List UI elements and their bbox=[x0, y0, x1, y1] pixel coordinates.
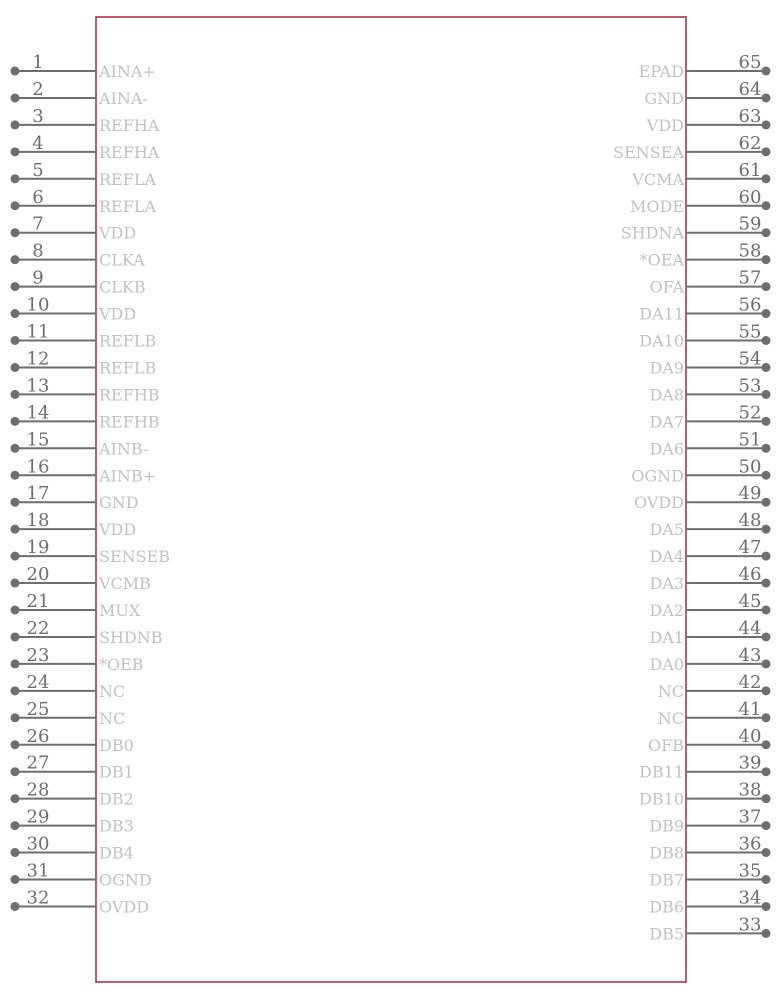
pin-number: 58 bbox=[738, 240, 762, 262]
pin-46 bbox=[649, 564, 770, 593]
pin-name-label: CLKA bbox=[99, 250, 145, 270]
pin-number: 9 bbox=[32, 267, 44, 289]
pin-number: 41 bbox=[738, 698, 762, 720]
pin-48 bbox=[649, 510, 770, 539]
pin-name-label: AINB- bbox=[99, 439, 149, 459]
pin-number: 40 bbox=[738, 725, 762, 747]
pin-number: 61 bbox=[738, 159, 762, 181]
pin-number: 63 bbox=[738, 105, 762, 127]
pin-terminal-dot bbox=[762, 147, 771, 156]
pin-18 bbox=[11, 510, 137, 539]
pin-37 bbox=[649, 807, 770, 836]
pin-number: 37 bbox=[738, 806, 762, 828]
pin-number: 7 bbox=[32, 213, 44, 235]
pin-terminal-dot bbox=[11, 498, 20, 507]
pin-47 bbox=[649, 537, 770, 566]
pin-name-label: DB5 bbox=[649, 924, 684, 944]
pin-name-label: REFLA bbox=[99, 196, 157, 216]
pin-terminal-dot bbox=[762, 606, 771, 615]
pin-number: 30 bbox=[26, 833, 50, 855]
pin-number: 23 bbox=[26, 644, 50, 666]
pin-number: 42 bbox=[738, 671, 762, 693]
pin-terminal-dot bbox=[11, 902, 20, 911]
pin-49 bbox=[634, 483, 771, 512]
pin-name-label: MUX bbox=[99, 601, 141, 620]
pin-name-label: DA2 bbox=[649, 601, 684, 620]
pin-4 bbox=[11, 133, 160, 162]
pin-number: 6 bbox=[32, 186, 44, 208]
pin-name-label: NC bbox=[99, 681, 126, 701]
pin-name-label: GND bbox=[644, 88, 684, 108]
pin-41 bbox=[658, 699, 771, 728]
pin-10 bbox=[11, 295, 137, 324]
pin-62 bbox=[613, 133, 770, 162]
pin-terminal-dot bbox=[11, 821, 20, 830]
pin-terminal-dot bbox=[11, 552, 20, 561]
pin-64 bbox=[644, 79, 770, 108]
left-pin-group bbox=[11, 52, 171, 916]
pin-terminal-dot bbox=[762, 282, 771, 291]
pin-number: 18 bbox=[26, 510, 50, 532]
pin-name-label: DB3 bbox=[99, 816, 134, 836]
pin-name-label: AINB+ bbox=[99, 466, 157, 486]
pin-8 bbox=[11, 241, 146, 270]
pin-number: 32 bbox=[26, 887, 50, 909]
pin-terminal-dot bbox=[762, 875, 771, 884]
pin-terminal-dot bbox=[762, 686, 771, 695]
pin-24 bbox=[11, 672, 126, 701]
pin-name-label: *OEA bbox=[639, 250, 684, 270]
pin-number: 20 bbox=[26, 564, 50, 586]
pin-name-label: NC bbox=[657, 681, 684, 701]
pin-name-label: REFHB bbox=[99, 385, 160, 405]
pin-number: 65 bbox=[738, 52, 762, 73]
pin-53 bbox=[649, 375, 770, 404]
pin-terminal-dot bbox=[11, 471, 20, 480]
pin-33 bbox=[649, 914, 770, 943]
pin-name-label: DB7 bbox=[649, 870, 684, 890]
pin-19 bbox=[11, 537, 171, 566]
pin-terminal-dot bbox=[11, 390, 20, 399]
pin-name-label: DA11 bbox=[639, 304, 684, 324]
pin-60 bbox=[630, 187, 771, 216]
pin-number: 2 bbox=[32, 78, 44, 100]
pin-63 bbox=[646, 106, 771, 135]
pin-terminal-dot bbox=[762, 902, 771, 911]
pin-terminal-dot bbox=[11, 686, 20, 695]
pin-5 bbox=[11, 160, 157, 189]
pin-terminal-dot bbox=[762, 390, 771, 399]
pin-29 bbox=[11, 807, 134, 836]
pin-name-label: DB8 bbox=[649, 843, 684, 863]
pin-terminal-dot bbox=[762, 336, 771, 345]
pin-number: 11 bbox=[26, 321, 50, 343]
pin-name-label: SHDNA bbox=[620, 223, 684, 243]
pin-number: 14 bbox=[26, 402, 50, 424]
pin-name-label: AINA- bbox=[99, 88, 148, 108]
pin-terminal-dot bbox=[11, 740, 20, 749]
pin-terminal-dot bbox=[762, 821, 771, 830]
pin-terminal-dot bbox=[11, 255, 20, 264]
pin-terminal-dot bbox=[11, 201, 20, 210]
pin-name-label: REFLB bbox=[99, 331, 157, 351]
pin-number: 46 bbox=[738, 564, 762, 586]
pin-number: 28 bbox=[26, 779, 50, 801]
pin-number: 26 bbox=[26, 725, 50, 747]
pin-number: 62 bbox=[738, 132, 762, 154]
pin-13 bbox=[11, 375, 160, 404]
pin-52 bbox=[649, 402, 770, 431]
pin-terminal-dot bbox=[11, 336, 20, 345]
pin-terminal-dot bbox=[11, 579, 20, 588]
pin-terminal-dot bbox=[762, 794, 771, 803]
pin-32 bbox=[11, 887, 150, 916]
pin-terminal-dot bbox=[762, 309, 771, 318]
pin-name-label: REFHA bbox=[99, 115, 160, 135]
pin-name-label: SENSEB bbox=[99, 547, 171, 567]
right-pin-group bbox=[613, 52, 770, 943]
pin-terminal-dot bbox=[11, 659, 20, 668]
pin-name-label: REFHA bbox=[99, 142, 160, 162]
pin-26 bbox=[11, 726, 134, 755]
pin-terminal-dot bbox=[762, 740, 771, 749]
pin-15 bbox=[11, 429, 149, 458]
pin-42 bbox=[658, 672, 771, 701]
pin-38 bbox=[639, 780, 770, 809]
pin-terminal-dot bbox=[11, 632, 20, 641]
pin-number: 39 bbox=[738, 752, 762, 774]
pin-name-label: VCMA bbox=[632, 169, 684, 189]
pin-number: 44 bbox=[738, 617, 762, 639]
pin-1 bbox=[11, 52, 156, 81]
pin-23 bbox=[11, 645, 144, 674]
pin-terminal-dot bbox=[762, 67, 771, 76]
pin-50 bbox=[631, 456, 770, 485]
pin-terminal-dot bbox=[11, 794, 20, 803]
pin-12 bbox=[11, 348, 157, 377]
pin-number: 1 bbox=[32, 52, 44, 73]
pin-43 bbox=[649, 645, 770, 674]
pin-16 bbox=[11, 456, 157, 485]
pin-name-label: GND bbox=[99, 493, 139, 513]
pin-name-label: NC bbox=[657, 708, 684, 728]
pin-number: 54 bbox=[738, 348, 762, 370]
pin-name-label: MODE bbox=[629, 196, 684, 216]
pin-51 bbox=[649, 429, 770, 458]
pin-terminal-dot bbox=[11, 309, 20, 318]
pin-number: 34 bbox=[738, 887, 762, 909]
pin-number: 5 bbox=[32, 159, 44, 181]
pin-terminal-dot bbox=[762, 767, 771, 776]
pin-name-label: DB2 bbox=[99, 789, 134, 809]
pin-40 bbox=[648, 726, 770, 755]
pin-number: 31 bbox=[26, 860, 50, 882]
pin-number: 38 bbox=[738, 779, 762, 801]
pin-terminal-dot bbox=[762, 93, 771, 102]
pin-terminal-dot bbox=[11, 875, 20, 884]
pin-terminal-dot bbox=[762, 579, 771, 588]
pin-name-label: VDD bbox=[646, 115, 684, 135]
pin-terminal-dot bbox=[762, 444, 771, 453]
pin-terminal-dot bbox=[762, 632, 771, 641]
pin-terminal-dot bbox=[762, 848, 771, 857]
pin-terminal-dot bbox=[11, 120, 20, 129]
pin-name-label: REFHB bbox=[99, 412, 160, 432]
ic-body-outline bbox=[96, 17, 686, 982]
pin-6 bbox=[11, 187, 157, 216]
pin-terminal-dot bbox=[762, 659, 771, 668]
pin-terminal-dot bbox=[762, 228, 771, 237]
pin-number: 15 bbox=[26, 429, 50, 451]
pin-name-label: DA0 bbox=[649, 654, 684, 674]
pin-number: 57 bbox=[738, 267, 762, 289]
pin-name-label: DA4 bbox=[649, 547, 684, 567]
pin-name-label: OVDD bbox=[633, 493, 684, 513]
pin-number: 8 bbox=[32, 240, 44, 262]
pin-45 bbox=[649, 591, 770, 620]
pin-terminal-dot bbox=[11, 93, 20, 102]
pin-number: 25 bbox=[26, 698, 50, 720]
pin-name-label: DA3 bbox=[649, 574, 684, 594]
pin-number: 45 bbox=[738, 591, 762, 612]
pin-terminal-dot bbox=[762, 471, 771, 480]
pin-name-label: SHDNB bbox=[99, 627, 163, 647]
pin-name-label: DB1 bbox=[99, 762, 134, 782]
pin-number: 36 bbox=[738, 833, 762, 855]
pin-name-label: DB11 bbox=[639, 762, 684, 782]
pin-31 bbox=[11, 861, 152, 890]
pin-number: 12 bbox=[26, 348, 50, 370]
pin-terminal-dot bbox=[11, 606, 20, 615]
pin-terminal-dot bbox=[762, 525, 771, 534]
pin-28 bbox=[11, 780, 134, 809]
pin-number: 29 bbox=[26, 806, 50, 828]
pin-terminal-dot bbox=[11, 147, 20, 156]
pin-number: 51 bbox=[738, 429, 762, 451]
pin-61 bbox=[631, 160, 770, 189]
pin-terminal-dot bbox=[11, 444, 20, 453]
pin-11 bbox=[11, 322, 157, 351]
pin-name-label: DA1 bbox=[649, 627, 684, 647]
pin-terminal-dot bbox=[762, 120, 771, 129]
pin-22 bbox=[11, 618, 163, 647]
pin-54 bbox=[649, 348, 770, 377]
pin-name-label: DB4 bbox=[99, 843, 134, 863]
pin-name-label: DA7 bbox=[649, 412, 684, 432]
pin-name-label: VCMB bbox=[99, 574, 151, 594]
pin-terminal-dot bbox=[762, 498, 771, 507]
pin-57 bbox=[650, 268, 771, 297]
pin-17 bbox=[11, 483, 139, 512]
pin-terminal-dot bbox=[762, 363, 771, 372]
pin-number: 16 bbox=[26, 456, 50, 478]
pin-number: 3 bbox=[32, 105, 44, 127]
pin-2 bbox=[11, 79, 148, 108]
pin-terminal-dot bbox=[762, 201, 771, 210]
pin-20 bbox=[11, 564, 151, 593]
pin-number: 47 bbox=[738, 537, 762, 559]
pin-34 bbox=[649, 887, 770, 916]
pin-number: 43 bbox=[738, 644, 762, 666]
pin-7 bbox=[11, 214, 137, 243]
pin-number: 52 bbox=[738, 402, 762, 424]
pin-terminal-dot bbox=[11, 174, 20, 183]
pin-name-label: DB9 bbox=[649, 816, 684, 836]
pin-terminal-dot bbox=[11, 417, 20, 426]
pin-name-label: DB6 bbox=[649, 897, 684, 917]
pin-name-label: SENSEA bbox=[613, 142, 684, 162]
pin-59 bbox=[621, 214, 771, 243]
pin-number: 60 bbox=[738, 186, 762, 208]
pin-number: 33 bbox=[738, 914, 762, 936]
pin-terminal-dot bbox=[11, 713, 20, 722]
pin-35 bbox=[649, 861, 770, 890]
pin-number: 4 bbox=[32, 132, 44, 154]
pin-36 bbox=[649, 834, 770, 863]
pin-terminal-dot bbox=[11, 363, 20, 372]
pin-39 bbox=[639, 753, 770, 782]
pin-58 bbox=[640, 241, 771, 270]
pin-number: 48 bbox=[738, 510, 762, 532]
pin-number: 50 bbox=[738, 456, 762, 478]
pin-name-label: *OEB bbox=[99, 654, 144, 674]
pin-name-label: OGND bbox=[99, 870, 152, 890]
pin-number: 19 bbox=[26, 537, 50, 559]
pin-name-label: DA10 bbox=[639, 331, 684, 351]
pin-name-label: NC bbox=[99, 708, 126, 728]
pin-name-label: REFLA bbox=[99, 169, 157, 189]
pin-name-label: DA5 bbox=[649, 520, 684, 540]
pin-number: 35 bbox=[738, 860, 762, 882]
pin-terminal-dot bbox=[762, 929, 771, 938]
pin-number: 13 bbox=[26, 375, 50, 397]
pin-terminal-dot bbox=[11, 282, 20, 291]
pin-9 bbox=[11, 268, 146, 297]
pin-56 bbox=[639, 295, 770, 324]
pin-name-label: CLKB bbox=[99, 277, 146, 297]
pin-25 bbox=[11, 699, 126, 728]
pin-name-label: DB10 bbox=[639, 789, 684, 809]
pin-number: 64 bbox=[738, 78, 762, 100]
pin-terminal-dot bbox=[762, 255, 771, 264]
pin-terminal-dot bbox=[762, 713, 771, 722]
pin-terminal-dot bbox=[762, 417, 771, 426]
pin-name-label: OGND bbox=[631, 466, 684, 486]
pin-number: 10 bbox=[26, 294, 50, 316]
pin-terminal-dot bbox=[11, 228, 20, 237]
pin-number: 22 bbox=[26, 617, 50, 639]
pin-number: 17 bbox=[26, 483, 50, 505]
pin-terminal-dot bbox=[762, 552, 771, 561]
pin-number: 56 bbox=[738, 294, 762, 316]
pin-name-label: VDD bbox=[99, 520, 137, 540]
pin-44 bbox=[649, 618, 770, 647]
pin-30 bbox=[11, 834, 134, 863]
pin-number: 59 bbox=[738, 213, 762, 235]
pin-terminal-dot bbox=[11, 767, 20, 776]
pin-terminal-dot bbox=[11, 67, 20, 76]
pin-name-label: DA8 bbox=[649, 385, 684, 405]
pin-terminal-dot bbox=[11, 525, 20, 534]
pin-name-label: DA6 bbox=[649, 439, 684, 459]
pin-55 bbox=[639, 322, 770, 351]
pin-number: 21 bbox=[26, 591, 50, 612]
pin-number: 24 bbox=[26, 671, 50, 693]
pin-name-label: EPAD bbox=[638, 62, 684, 81]
pin-21 bbox=[11, 591, 141, 620]
pin-name-label: VDD bbox=[99, 304, 137, 324]
pin-name-label: VDD bbox=[99, 223, 137, 243]
pin-14 bbox=[11, 402, 160, 431]
pin-27 bbox=[11, 753, 134, 782]
pin-terminal-dot bbox=[11, 848, 20, 857]
pin-number: 49 bbox=[738, 483, 762, 505]
pin-name-label: OFB bbox=[648, 735, 684, 755]
pin-name-label: DA9 bbox=[649, 358, 684, 378]
pin-number: 55 bbox=[738, 321, 762, 343]
pin-number: 27 bbox=[26, 752, 50, 774]
pin-name-label: REFLB bbox=[99, 358, 157, 378]
pin-65 bbox=[639, 52, 771, 81]
pin-name-label: OVDD bbox=[99, 897, 150, 917]
pin-terminal-dot bbox=[762, 174, 771, 183]
pin-name-label: AINA+ bbox=[99, 62, 156, 81]
pin-name-label: DB0 bbox=[99, 735, 134, 755]
pin-3 bbox=[11, 106, 160, 135]
pin-name-label: OFA bbox=[649, 277, 684, 297]
pin-number: 53 bbox=[738, 375, 762, 397]
